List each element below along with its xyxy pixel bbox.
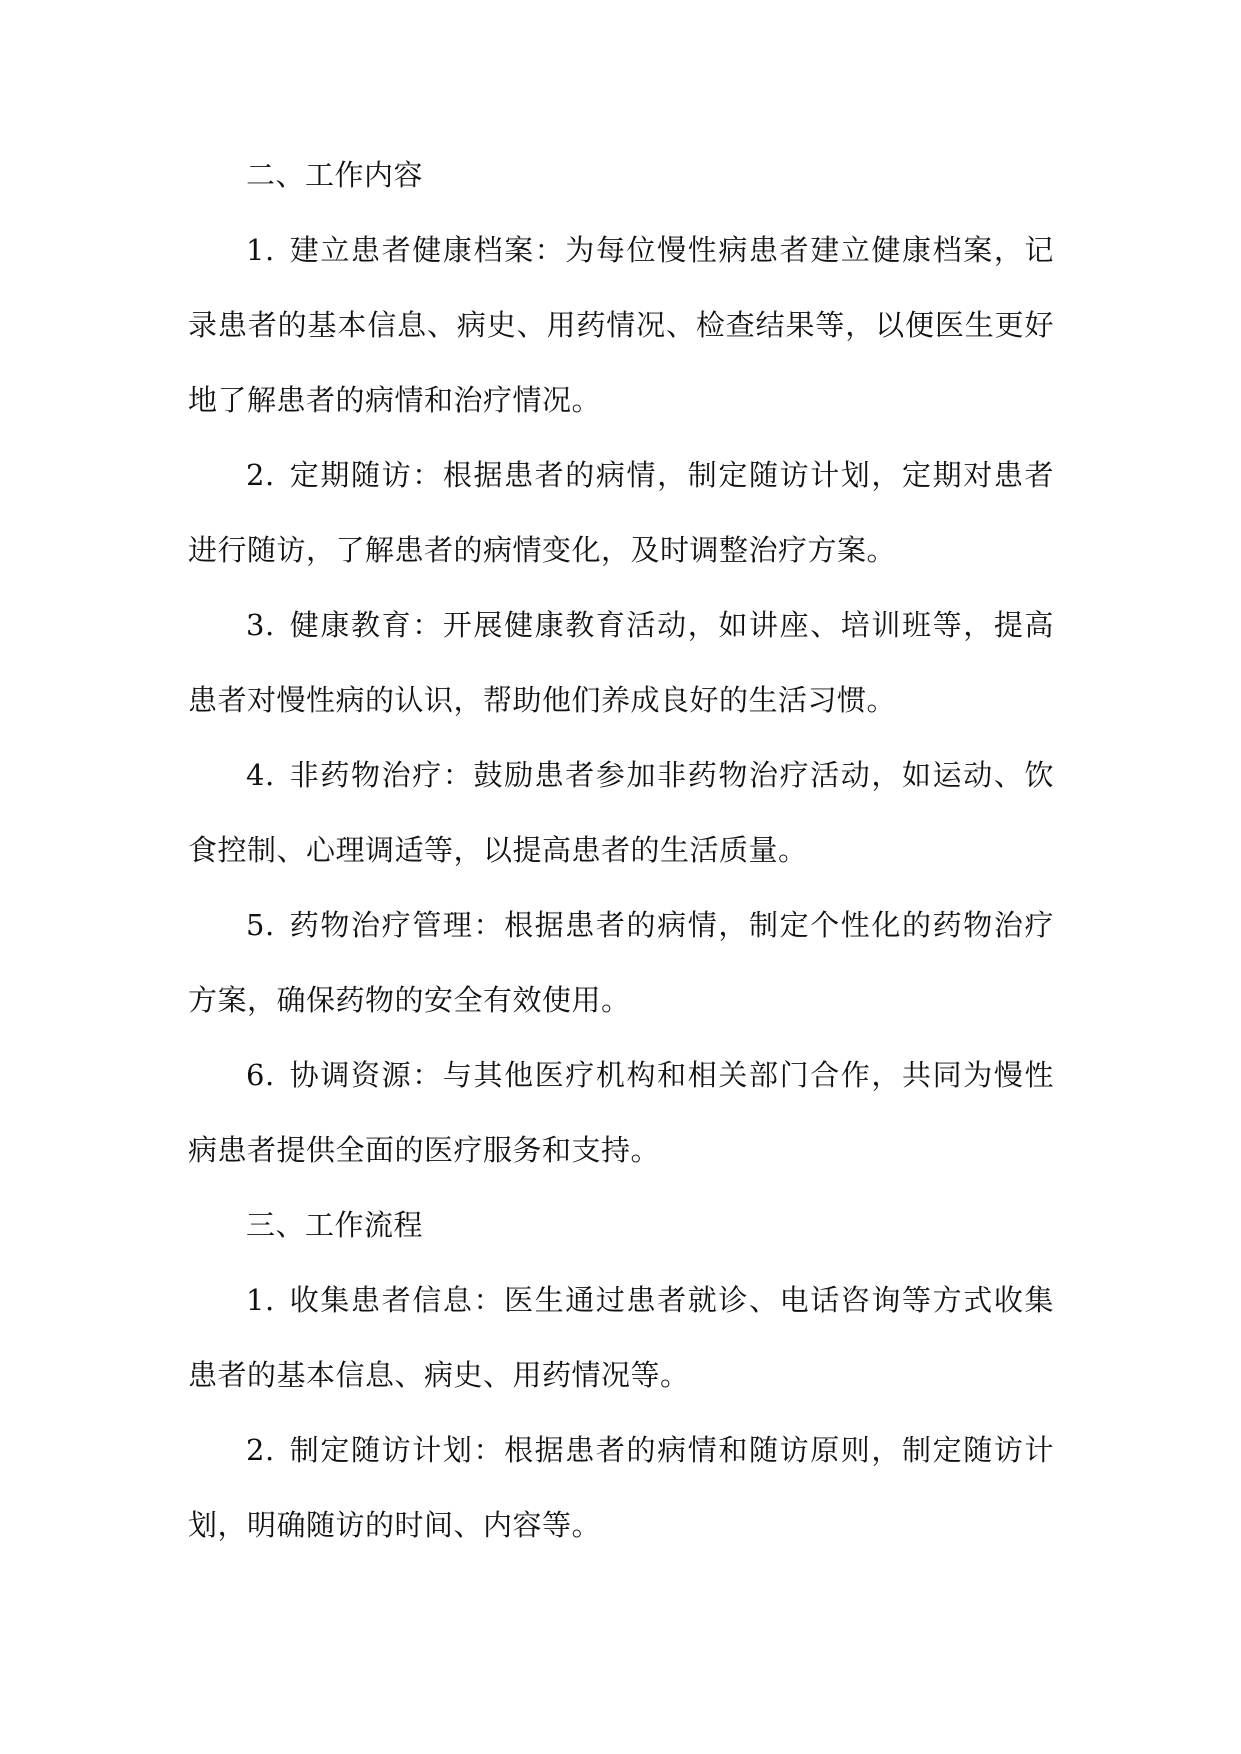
section-heading-work-content: 二、工作内容 bbox=[246, 158, 424, 192]
item-text: 非药物治疗：鼓励患者参加非药物治疗活动，如运动、饮食控制、心理调适等，以提高患者的生活质量。 bbox=[188, 758, 1054, 867]
list-item bbox=[188, 1263, 1054, 1413]
list-item bbox=[188, 1038, 1054, 1188]
list-item bbox=[188, 438, 1054, 588]
list-item bbox=[188, 1413, 1054, 1563]
list-item bbox=[188, 213, 1054, 438]
item-number: 3. bbox=[246, 608, 275, 642]
item-number: 2. bbox=[246, 458, 275, 492]
item-number: 6. bbox=[246, 1058, 275, 1092]
document-body bbox=[188, 138, 1054, 1563]
item-text: 协调资源：与其他医疗机构和相关部门合作，共同为慢性病患者提供全面的医疗服务和支持。 bbox=[188, 1058, 1054, 1167]
item-number: 1. bbox=[246, 233, 275, 267]
list-item bbox=[188, 888, 1054, 1038]
item-text: 药物治疗管理：根据患者的病情，制定个性化的药物治疗方案，确保药物的安全有效使用。 bbox=[188, 908, 1054, 1017]
item-number: 1. bbox=[246, 1283, 275, 1317]
item-text: 健康教育：开展健康教育活动，如讲座、培训班等，提高患者对慢性病的认识，帮助他们养成良好的生活习惯。 bbox=[188, 608, 1054, 717]
item-text: 建立患者健康档案：为每位慢性病患者建立健康档案，记录患者的基本信息、病史、用药情况、检查结果等，以便医生更好地了解患者的病情和治疗情况。 bbox=[188, 233, 1054, 417]
item-number: 4. bbox=[246, 758, 275, 792]
list-item bbox=[188, 738, 1054, 888]
section-heading-workflow: 三、工作流程 bbox=[246, 1208, 424, 1242]
item-number: 2. bbox=[246, 1433, 275, 1467]
item-number: 5. bbox=[246, 908, 275, 942]
item-text: 制定随访计划：根据患者的病情和随访原则，制定随访计划，明确随访的时间、内容等。 bbox=[188, 1433, 1054, 1542]
item-text: 收集患者信息：医生通过患者就诊、电话咨询等方式收集患者的基本信息、病史、用药情况等。 bbox=[188, 1283, 1054, 1392]
list-item bbox=[188, 588, 1054, 738]
item-text: 定期随访：根据患者的病情，制定随访计划，定期对患者进行随访，了解患者的病情变化，及时调整治疗方案。 bbox=[188, 458, 1054, 567]
